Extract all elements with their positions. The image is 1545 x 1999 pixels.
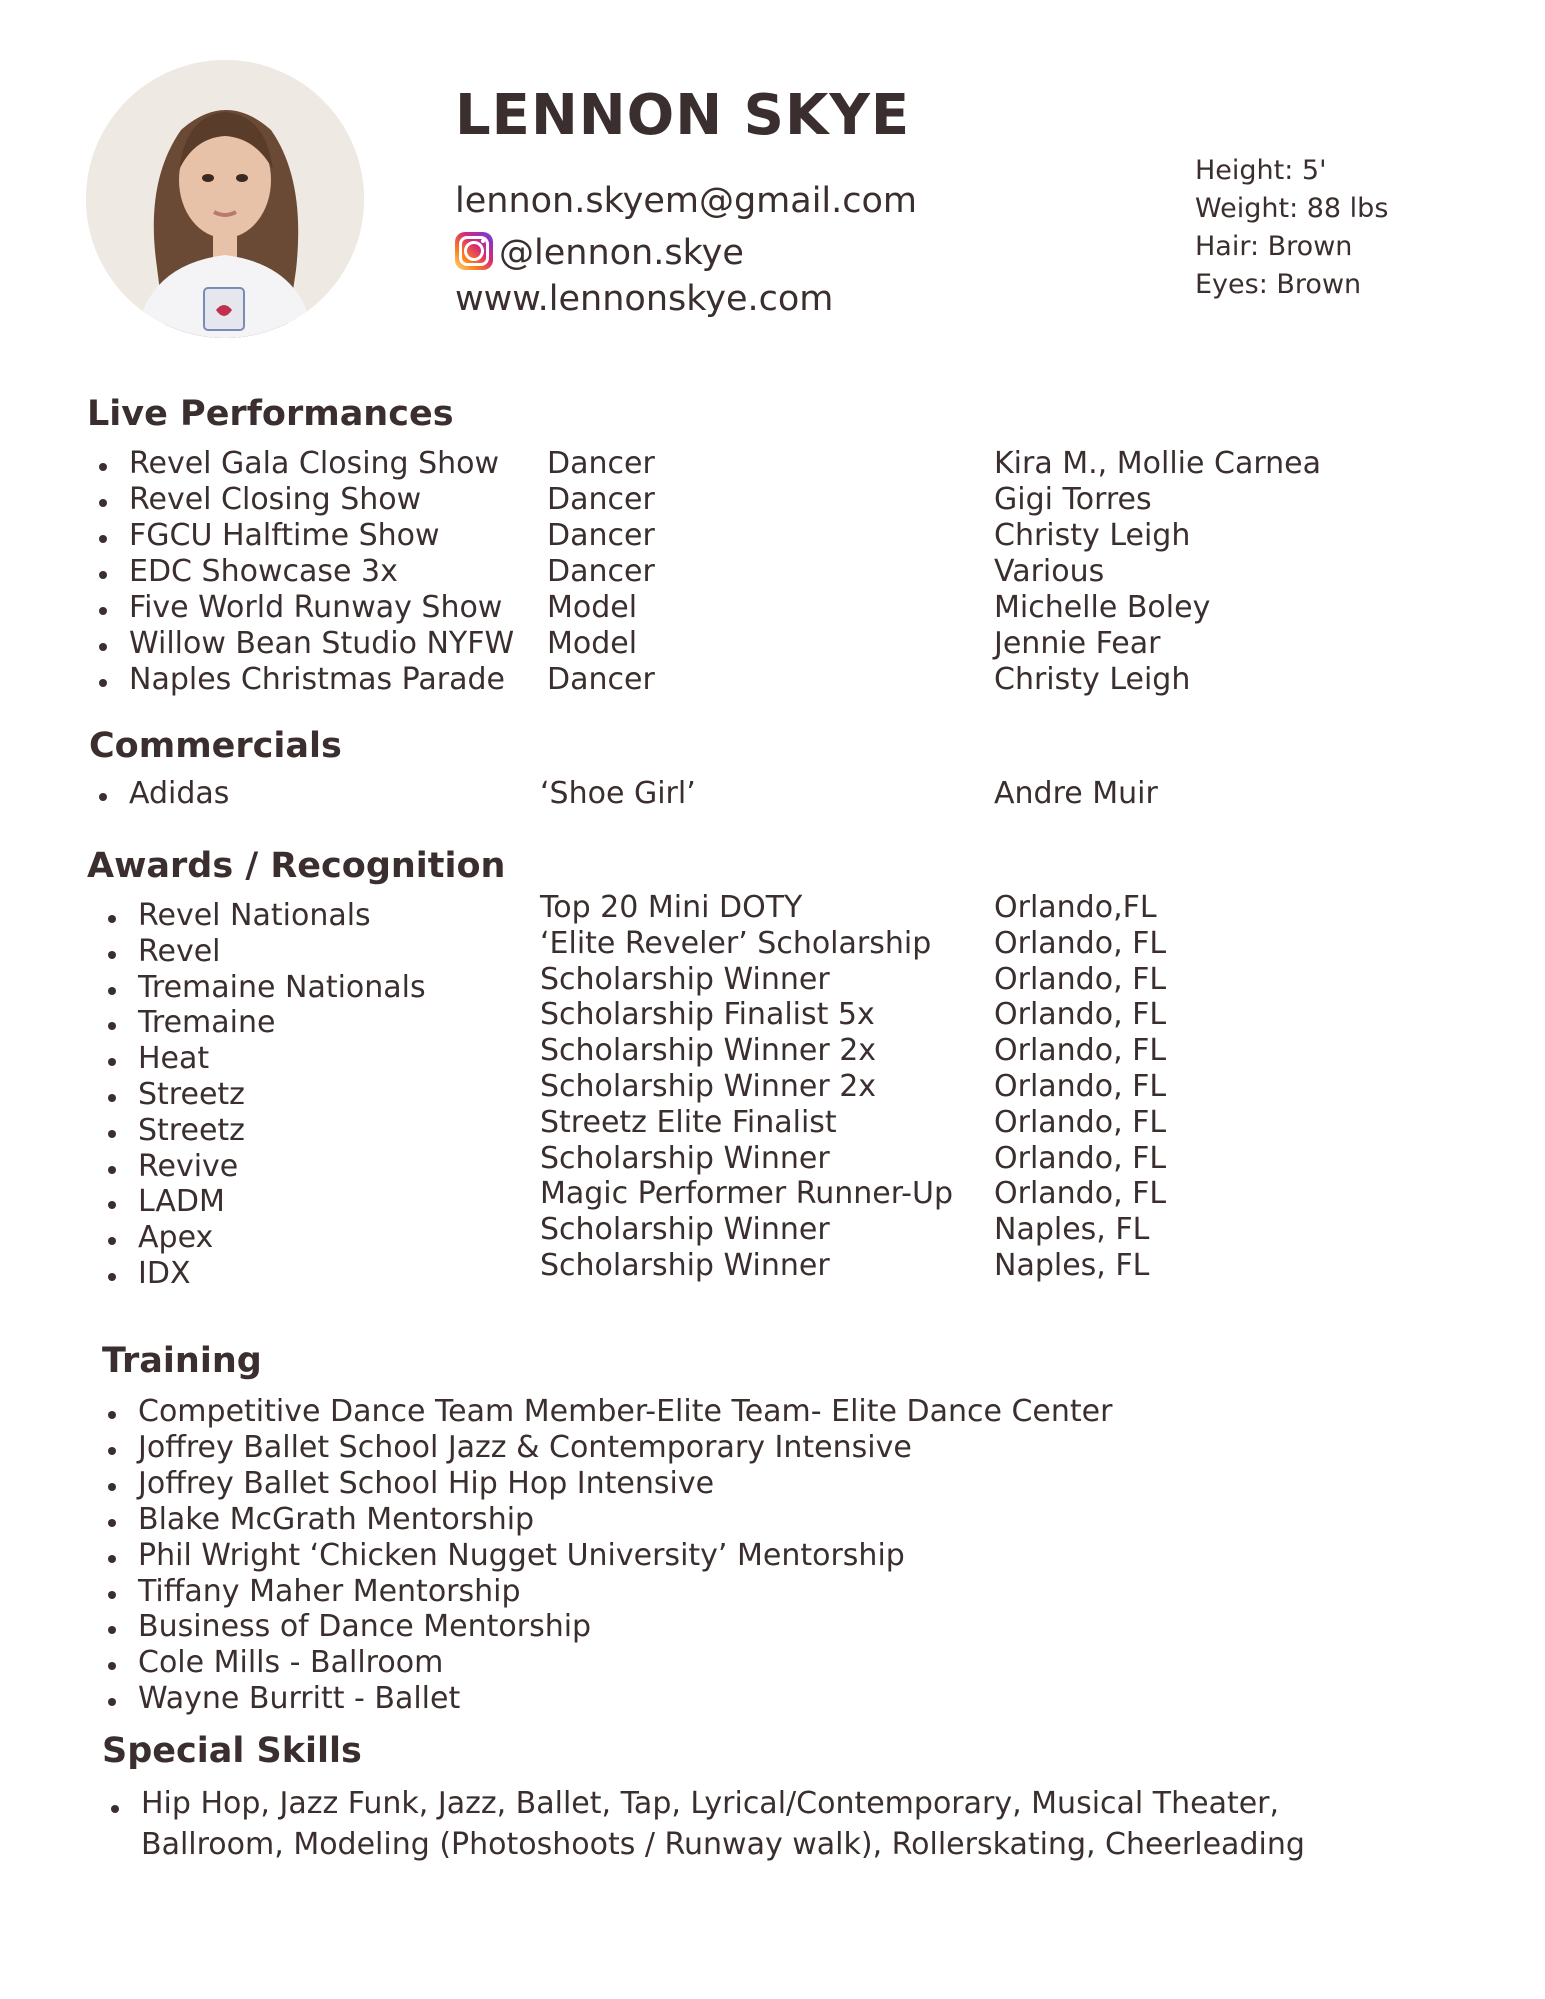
candidate-name: LENNON SKYE — [455, 83, 911, 148]
bullet — [108, 915, 116, 923]
award-event: Revive — [138, 1148, 239, 1184]
bullet — [108, 987, 116, 995]
bullet — [108, 1022, 116, 1030]
award-event: Revel Nationals — [138, 898, 371, 933]
award-location: Orlando,FL — [994, 890, 1157, 925]
award-event: Streetz — [138, 1077, 245, 1112]
award-event: Streetz — [138, 1112, 245, 1148]
award-location: Orlando, FL — [994, 1104, 1167, 1140]
bullet — [99, 535, 107, 543]
award-location: Orlando, FL — [994, 961, 1167, 997]
skills-line-2: Ballroom, Modeling (Photoshoots / Runway walk), Rollerskating, Cheerleading — [141, 1827, 1305, 1862]
bullet — [99, 607, 107, 615]
bullet — [108, 1058, 116, 1066]
award-location: Orlando, FL — [994, 1176, 1167, 1212]
live-performance-title: Willow Bean Studio NYFW — [129, 626, 515, 661]
email-address[interactable]: lennon.skyem@gmail.com — [455, 181, 918, 221]
training-item: Tiffany Maher Mentorship — [138, 1573, 521, 1609]
instagram-icon — [455, 232, 493, 270]
bullet — [99, 499, 107, 507]
bullet — [108, 1591, 116, 1599]
stat-height: Height: 5' — [1195, 155, 1327, 186]
award-location: Orlando, FL — [994, 997, 1167, 1033]
award-name: Scholarship Winner — [540, 961, 830, 997]
bullet — [108, 1201, 116, 1209]
training-item: Business of Dance Mentorship — [138, 1609, 592, 1645]
bullet — [99, 643, 107, 651]
award-name: Scholarship Winner — [540, 1248, 830, 1283]
live-performance-credit: Jennie Fear — [994, 626, 1161, 661]
bullet — [108, 1698, 116, 1706]
stat-eyes: Eyes: Brown — [1195, 269, 1362, 300]
award-event: Tremaine Nationals — [138, 969, 426, 1005]
award-name: Top 20 Mini DOTY — [540, 890, 803, 925]
live-performance-role: Dancer — [547, 446, 655, 481]
award-location: Naples, FL — [994, 1212, 1150, 1248]
bullet — [99, 571, 107, 579]
award-event: IDX — [138, 1256, 191, 1291]
training-item: Phil Wright ‘Chicken Nugget University’ Mentorship — [138, 1537, 905, 1573]
website-link[interactable]: www.lennonskye.com — [455, 279, 834, 319]
award-location: Orlando, FL — [994, 1140, 1167, 1176]
award-name: Streetz Elite Finalist — [540, 1104, 837, 1140]
award-name: Scholarship Finalist 5x — [540, 997, 875, 1033]
bullet — [108, 1626, 116, 1634]
award-location: Naples, FL — [994, 1248, 1150, 1283]
award-event: Heat — [138, 1041, 210, 1077]
award-name: Scholarship Winner 2x — [540, 1069, 877, 1104]
training-item: Joffrey Ballet School Hip Hop Intensive — [138, 1465, 715, 1501]
bullet — [108, 1411, 116, 1419]
award-event: Apex — [138, 1220, 214, 1256]
live-performance-credit: Christy Leigh — [994, 518, 1191, 553]
live-performance-title: FGCU Halftime Show — [129, 518, 440, 553]
bullet — [108, 1094, 116, 1102]
live-performance-title: Revel Gala Closing Show — [129, 446, 500, 481]
bullet — [111, 1805, 119, 1813]
training-heading: Training — [102, 1341, 262, 1381]
instagram-handle[interactable] — [455, 232, 744, 271]
bullet — [108, 951, 116, 959]
portrait-photo — [86, 60, 364, 338]
live-performance-title: Revel Closing Show — [129, 482, 422, 517]
portrait-illustration — [86, 60, 364, 338]
commercials-heading: Commercials — [89, 726, 342, 766]
live-performance-role: Dancer — [547, 482, 655, 517]
award-name: Scholarship Winner — [540, 1212, 830, 1248]
award-name: ‘Elite Reveler’ Scholarship — [540, 925, 932, 961]
bullet — [99, 463, 107, 471]
award-name: Scholarship Winner 2x — [540, 1033, 877, 1069]
commercial-role: ‘Shoe Girl’ — [540, 776, 696, 811]
live-performance-role: Dancer — [547, 662, 655, 697]
instagram-handle-text: @lennon.skye — [499, 233, 744, 273]
live-performances-heading: Live Performances — [87, 394, 454, 434]
live-performance-title: EDC Showcase 3x — [129, 554, 398, 589]
commercial-credit: Andre Muir — [994, 776, 1158, 811]
special-skills-heading: Special Skills — [102, 1731, 362, 1771]
training-item: Wayne Burritt - Ballet — [138, 1681, 461, 1717]
live-performance-credit: Kira M., Mollie Carnea — [994, 446, 1321, 481]
bullet — [108, 1130, 116, 1138]
commercial-title: Adidas — [129, 776, 230, 811]
live-performance-credit: Gigi Torres — [994, 482, 1152, 517]
bullet — [108, 1166, 116, 1174]
bullet — [108, 1237, 116, 1245]
bullet — [108, 1519, 116, 1527]
award-location: Orlando, FL — [994, 925, 1167, 961]
bullet — [108, 1662, 116, 1670]
skills-line-1: Hip Hop, Jazz Funk, Jazz, Ballet, Tap, Lyrical/Contemporary, Musical Theater, — [141, 1786, 1280, 1821]
bullet — [108, 1447, 116, 1455]
live-performance-role: Model — [547, 626, 638, 661]
live-performance-credit: Various — [994, 554, 1105, 589]
award-location: Orlando, FL — [994, 1069, 1167, 1104]
award-event: LADM — [138, 1184, 225, 1220]
training-item: Competitive Dance Team Member-Elite Team- Elite Dance Center — [138, 1394, 1113, 1429]
training-item: Blake McGrath Mentorship — [138, 1501, 535, 1537]
stat-weight: Weight: 88 lbs — [1195, 193, 1389, 224]
live-performance-credit: Christy Leigh — [994, 662, 1191, 697]
live-performance-role: Model — [547, 590, 638, 625]
live-performance-role: Dancer — [547, 554, 655, 589]
live-performance-credit: Michelle Boley — [994, 590, 1211, 625]
awards-heading: Awards / Recognition — [87, 846, 506, 886]
award-event: Revel — [138, 933, 221, 969]
bullet — [108, 1483, 116, 1491]
bullet — [108, 1555, 116, 1563]
stat-hair: Hair: Brown — [1195, 231, 1353, 262]
award-event: Tremaine — [138, 1005, 276, 1041]
training-item: Joffrey Ballet School Jazz & Contemporary Intensive — [138, 1429, 912, 1465]
award-name: Scholarship Winner — [540, 1140, 830, 1176]
award-name: Magic Performer Runner-Up — [540, 1176, 953, 1212]
live-performance-role: Dancer — [547, 518, 655, 553]
award-location: Orlando, FL — [994, 1033, 1167, 1069]
bullet — [99, 679, 107, 687]
physical-stats — [1195, 152, 1388, 304]
training-item: Cole Mills - Ballroom — [138, 1645, 444, 1681]
bullet — [108, 1273, 116, 1281]
live-performance-title: Naples Christmas Parade — [129, 662, 505, 697]
bullet — [99, 793, 107, 801]
live-performance-title: Five World Runway Show — [129, 590, 503, 625]
